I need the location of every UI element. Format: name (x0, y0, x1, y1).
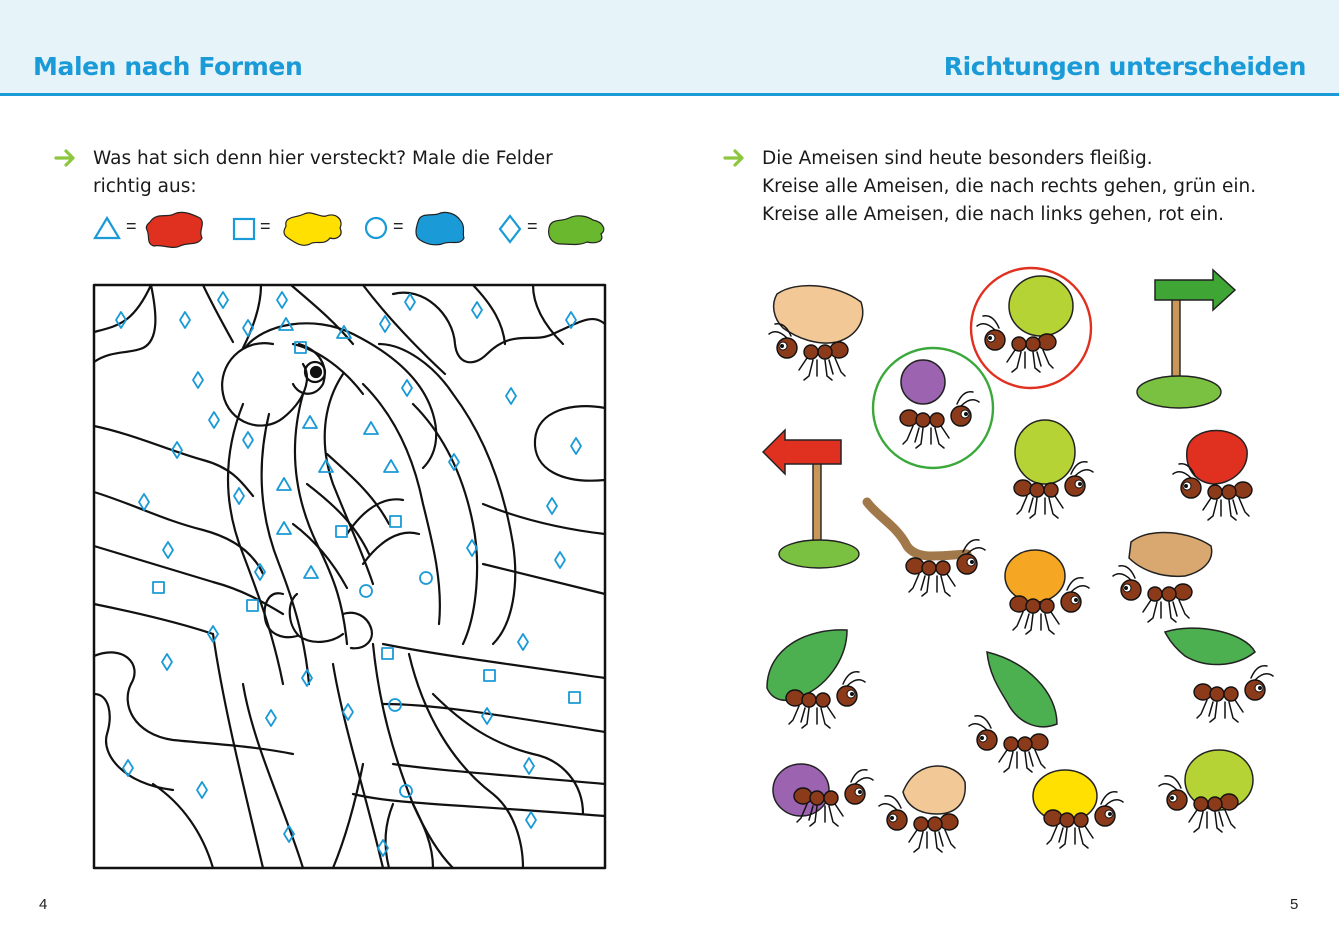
green-blob-icon (545, 210, 607, 248)
ant-with-yellow-fruit (1033, 770, 1123, 848)
coloring-picture (93, 284, 606, 869)
right-instruction-line: Die Ameisen sind heute besonders fleißig. (762, 148, 1153, 169)
signpost-right (1137, 270, 1235, 408)
legend-equals: = (260, 216, 271, 236)
ant-with-bark (1113, 532, 1212, 622)
header-band (0, 0, 1339, 96)
arrow-right-icon (724, 149, 746, 167)
ant-with-orange-fruit (1005, 550, 1089, 634)
legend-equals: = (126, 216, 137, 236)
ants-illustration (755, 262, 1285, 872)
diamond-icon (498, 214, 522, 244)
ant-with-leaf (1165, 628, 1273, 722)
ant-with-green-fruit (977, 276, 1073, 372)
left-instruction (93, 145, 553, 201)
right-page-title: Richtungen unterscheiden (943, 52, 1306, 81)
ant-with-purple-fruit (773, 764, 873, 826)
right-instruction-line: Kreise alle Ameisen, die nach rechts gehen, grün ein. (762, 176, 1257, 197)
yellow-blob-icon (280, 208, 346, 248)
ant-with-straw (769, 286, 863, 380)
left-instruction-line: Was hat sich denn hier versteckt? Male die Felder (93, 148, 553, 169)
legend-equals: = (527, 216, 538, 236)
square-icon (232, 217, 256, 241)
page-number-right: 5 (1290, 896, 1299, 913)
ant-with-straw (879, 766, 965, 852)
circle-icon (364, 216, 388, 240)
page-number-left: 4 (39, 896, 48, 913)
legend-equals: = (393, 216, 404, 236)
signpost-left (763, 430, 859, 568)
red-blob-icon (144, 208, 206, 250)
left-instruction-line: richtig aus: (93, 176, 197, 197)
right-instruction-line: Kreise alle Ameisen, die nach links gehen, rot ein. (762, 204, 1225, 225)
ant-with-strawberry (1173, 431, 1252, 521)
ant-with-purple-fruit (900, 360, 979, 448)
arrow-right-icon (55, 149, 77, 167)
ant-with-twig (867, 502, 985, 596)
ant-with-green-fruit (1159, 750, 1253, 832)
triangle-icon (93, 216, 121, 240)
ant-with-leaf (767, 630, 865, 728)
ant-with-green-fruit (1014, 420, 1093, 518)
left-page-title: Malen nach Formen (33, 52, 303, 81)
blue-blob-icon (412, 208, 468, 248)
ant-with-leaf (969, 652, 1057, 772)
right-instruction (762, 145, 1256, 229)
